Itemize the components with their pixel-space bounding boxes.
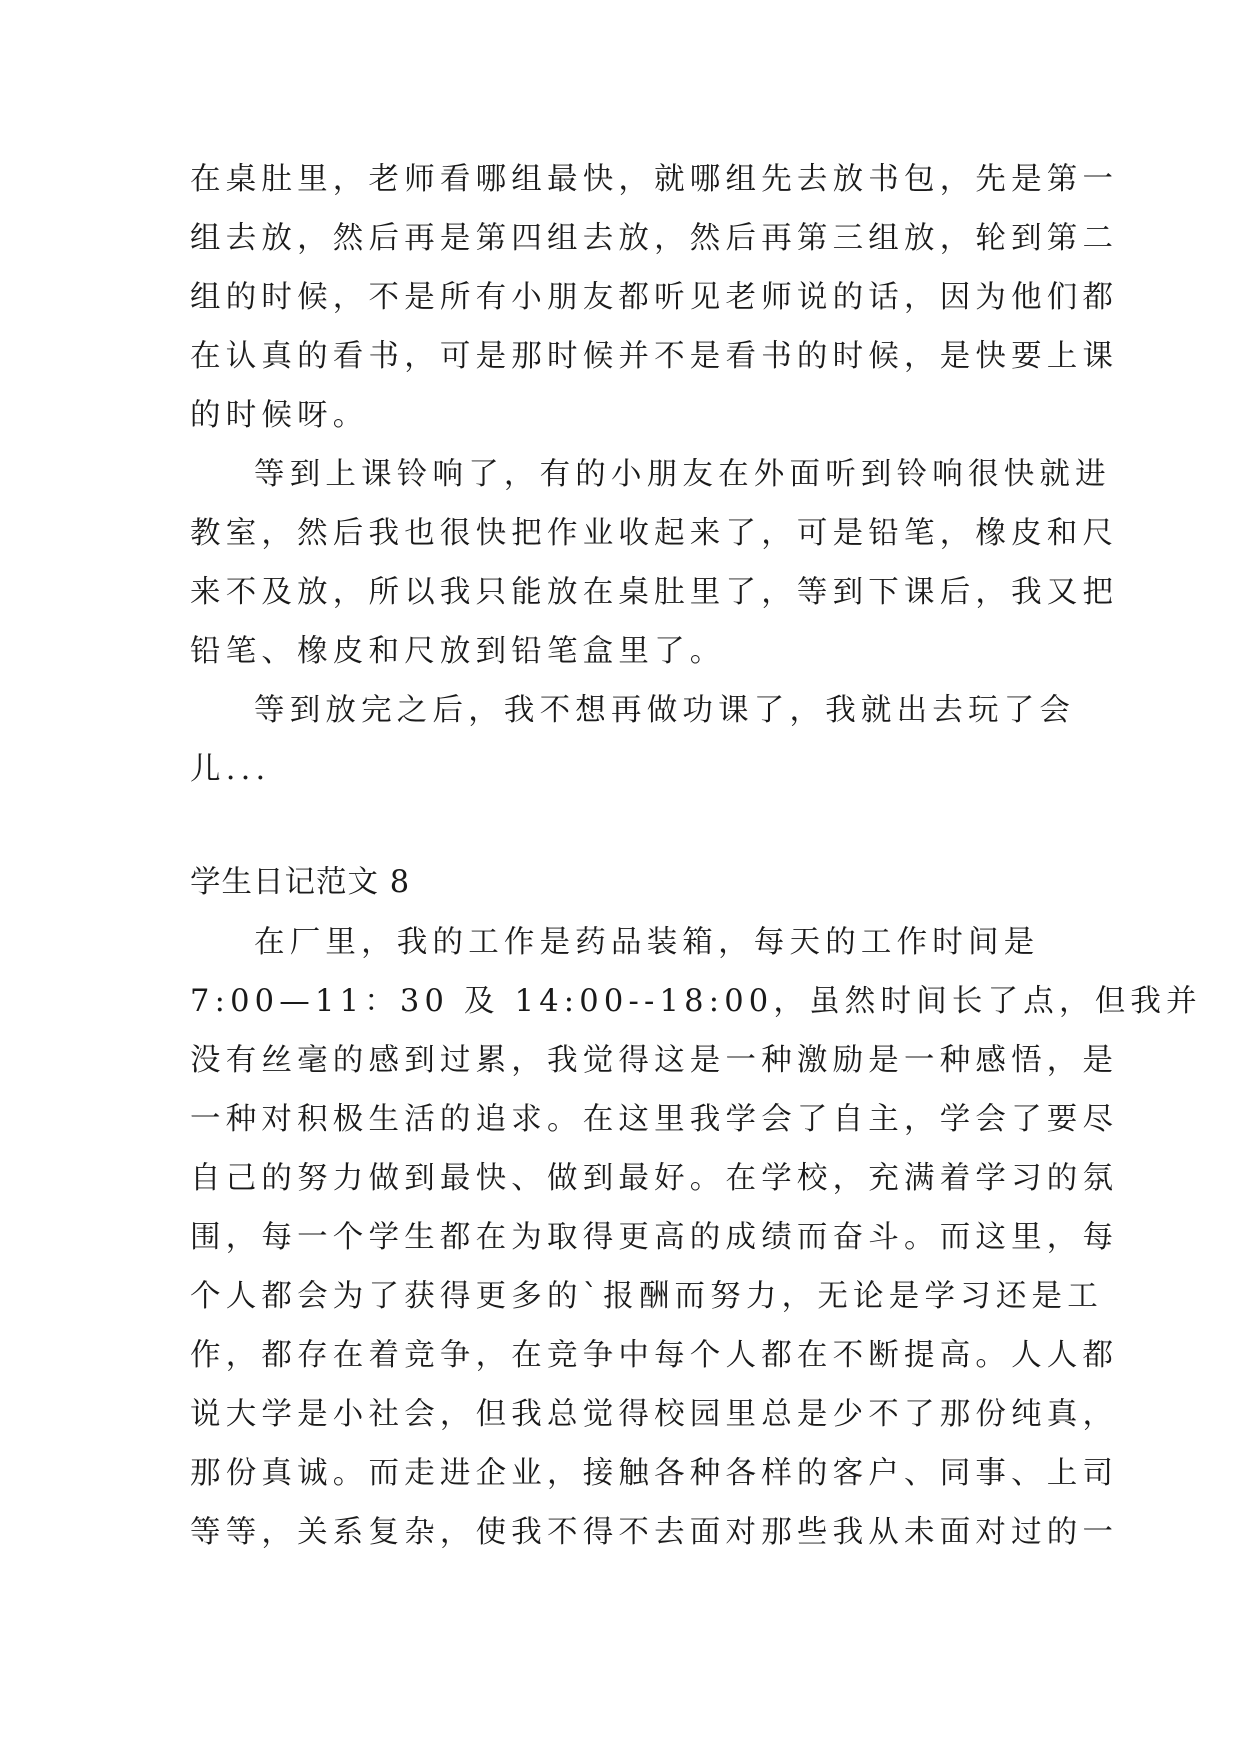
text-line: 一种对积极生活的追求。在这里我学会了自主，学会了要尽: [190, 1102, 1119, 1137]
text-line: 的时候呀。: [190, 398, 369, 433]
text-line: 那份真诚。而走进企业，接触各种各样的客户、同事、上司: [190, 1456, 1119, 1491]
text-line: 儿...: [190, 752, 271, 787]
text-line: 等到放完之后，我不想再做功课了，我就出去玩了会: [254, 693, 1076, 728]
text-line: 在厂里，我的工作是药品装箱，每天的工作时间是: [254, 925, 1040, 960]
text-line: 自己的努力做到最快、做到最好。在学校，充满着学习的氛: [190, 1161, 1119, 1196]
text-line: 等等，关系复杂，使我不得不去面对那些我从未面对过的一: [190, 1515, 1119, 1550]
paragraph-1: [190, 150, 1119, 445]
text-line: 没有丝毫的感到过累，我觉得这是一种激励是一种感悟，是: [190, 1043, 1119, 1078]
text-line: 等到上课铃响了，有的小朋友在外面听到铃响很快就进: [254, 457, 1111, 492]
text-line: 个人都会为了获得更多的`报酬而努力，无论是学习还是工: [190, 1279, 1103, 1314]
text-line: 围，每一个学生都在为取得更高的成绩而奋斗。而这里，每: [190, 1220, 1119, 1255]
text-line: 铅笔、橡皮和尺放到铅笔盒里了。: [190, 634, 726, 669]
paragraph-4: [190, 913, 1202, 1562]
text-line: 说大学是小社会，但我总觉得校园里总是少不了那份纯真，: [190, 1397, 1119, 1432]
text-line: 7:00—11：30 及 14:00--18:00，虽然时间长了点，但我并: [190, 984, 1202, 1019]
text-line: 在桌肚里，老师看哪组最快，就哪组先去放书包，先是第一: [190, 162, 1119, 197]
text-line: 教室，然后我也很快把作业收起来了，可是铅笔，橡皮和尺: [190, 516, 1119, 551]
text-line: 组的时候，不是所有小朋友都听见老师说的话，因为他们都: [190, 280, 1119, 315]
paragraph-2: [190, 445, 1119, 681]
text-line: 来不及放，所以我只能放在桌肚里了，等到下课后，我又把: [190, 575, 1119, 610]
text-line: 作，都存在着竞争，在竞争中每个人都在不断提高。人人都: [190, 1338, 1119, 1373]
text-line: 在认真的看书，可是那时候并不是看书的时候，是快要上课: [190, 339, 1119, 374]
paragraph-3: [190, 681, 1076, 799]
section-heading: 学生日记范文 8: [190, 865, 411, 900]
text-line: 组去放，然后再是第四组去放，然后再第三组放，轮到第二: [190, 221, 1119, 256]
